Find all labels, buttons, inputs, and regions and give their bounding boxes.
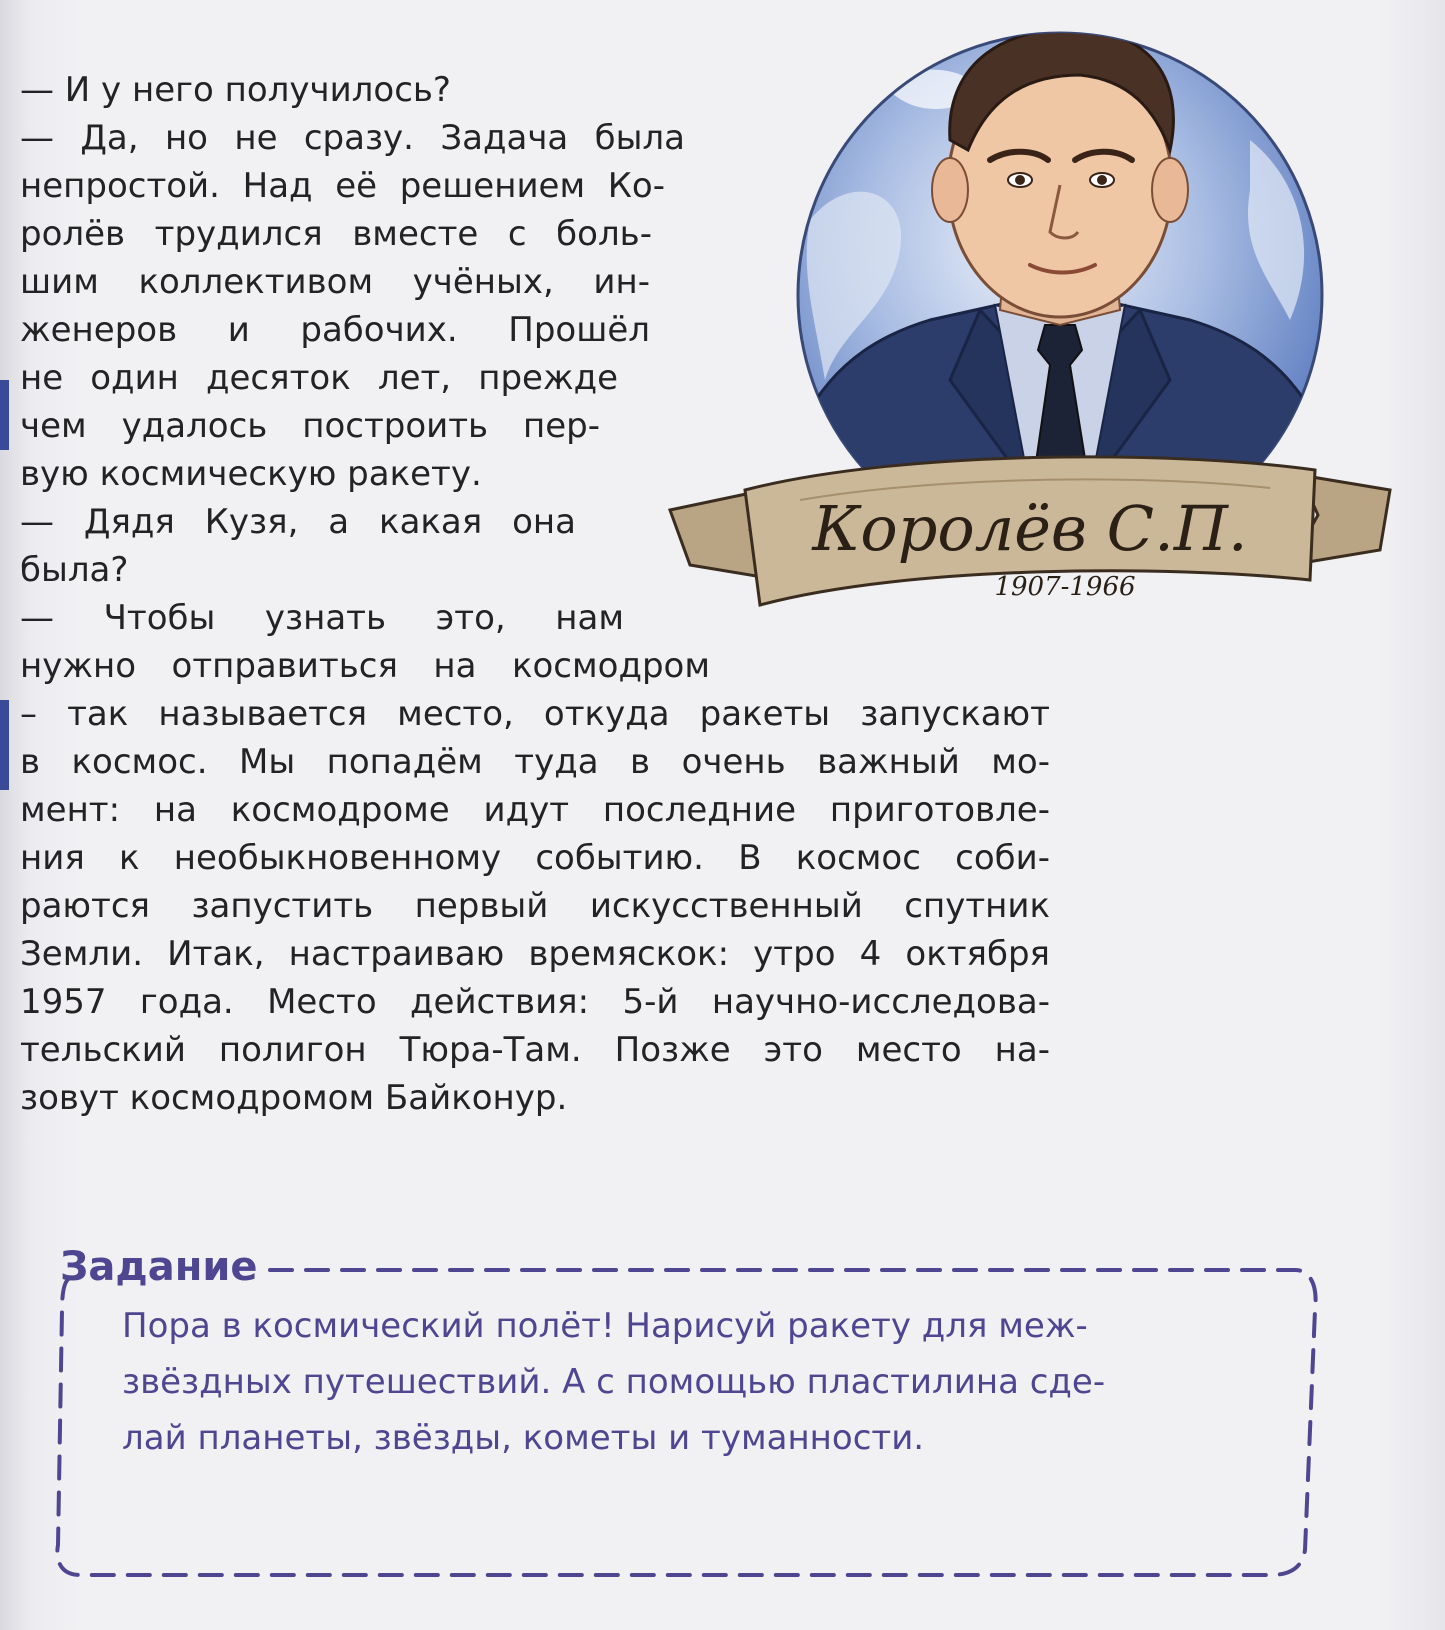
- task-line: Пора в космический полёт! Нарисуй ракету для меж-: [122, 1306, 1088, 1346]
- page-edge-mark: [0, 700, 9, 790]
- korolev-portrait: [650, 20, 1410, 640]
- story-line: 1957 года. Место действия: 5-й научно-исследова-: [20, 982, 1050, 1022]
- story-line: зовут космодромом Байконур.: [20, 1078, 568, 1118]
- story-line: чем удалось построить пер-: [20, 406, 600, 446]
- story-line: в космос. Мы попадём туда в очень важный мо-: [20, 742, 1050, 782]
- story-line: непростой. Над её решением Ко-: [20, 166, 665, 206]
- story-line: — Чтобы узнать это, нам: [20, 598, 624, 638]
- story-line: шим коллективом учёных, ин-: [20, 262, 650, 302]
- story-line: — Дядя Кузя, а какая она: [20, 502, 576, 542]
- story-line: — И у него получилось?: [20, 70, 451, 110]
- task-title: Задание: [60, 1244, 258, 1290]
- page-edge-mark: [0, 380, 9, 450]
- story-line: не один десяток лет, прежде: [20, 358, 618, 398]
- story-line: вую космическую ракету.: [20, 454, 482, 494]
- story-line: – так называется место, откуда ракеты запускают: [20, 694, 1050, 734]
- story-line: Земли. Итак, настраиваю времяскок: утро 4 октября: [20, 934, 1050, 974]
- story-line: тельский полигон Тюра-Там. Позже это место на-: [20, 1030, 1050, 1070]
- story-line: женеров и рабочих. Прошёл: [20, 310, 650, 350]
- portrait-name: Королёв С.П.: [812, 492, 1248, 565]
- story-line: была?: [20, 550, 129, 590]
- portrait-years: 1907-1966: [994, 572, 1136, 602]
- story-line: ролёв трудился вместе с боль-: [20, 214, 652, 254]
- story-line: нужно отправиться на космодром: [20, 646, 710, 686]
- story-line: раются запустить первый искусственный спутник: [20, 886, 1050, 926]
- task-line: звёздных путешествий. А с помощью пластилина сде-: [122, 1362, 1106, 1402]
- story-line: ния к необыкновенному событию. В космос соби-: [20, 838, 1050, 878]
- story-line: — Да, но не сразу. Задача была: [20, 118, 685, 158]
- story-line: мент: на космодроме идут последние приготовле-: [20, 790, 1050, 830]
- task-line: лай планеты, звёзды, кометы и туманности.: [122, 1418, 925, 1458]
